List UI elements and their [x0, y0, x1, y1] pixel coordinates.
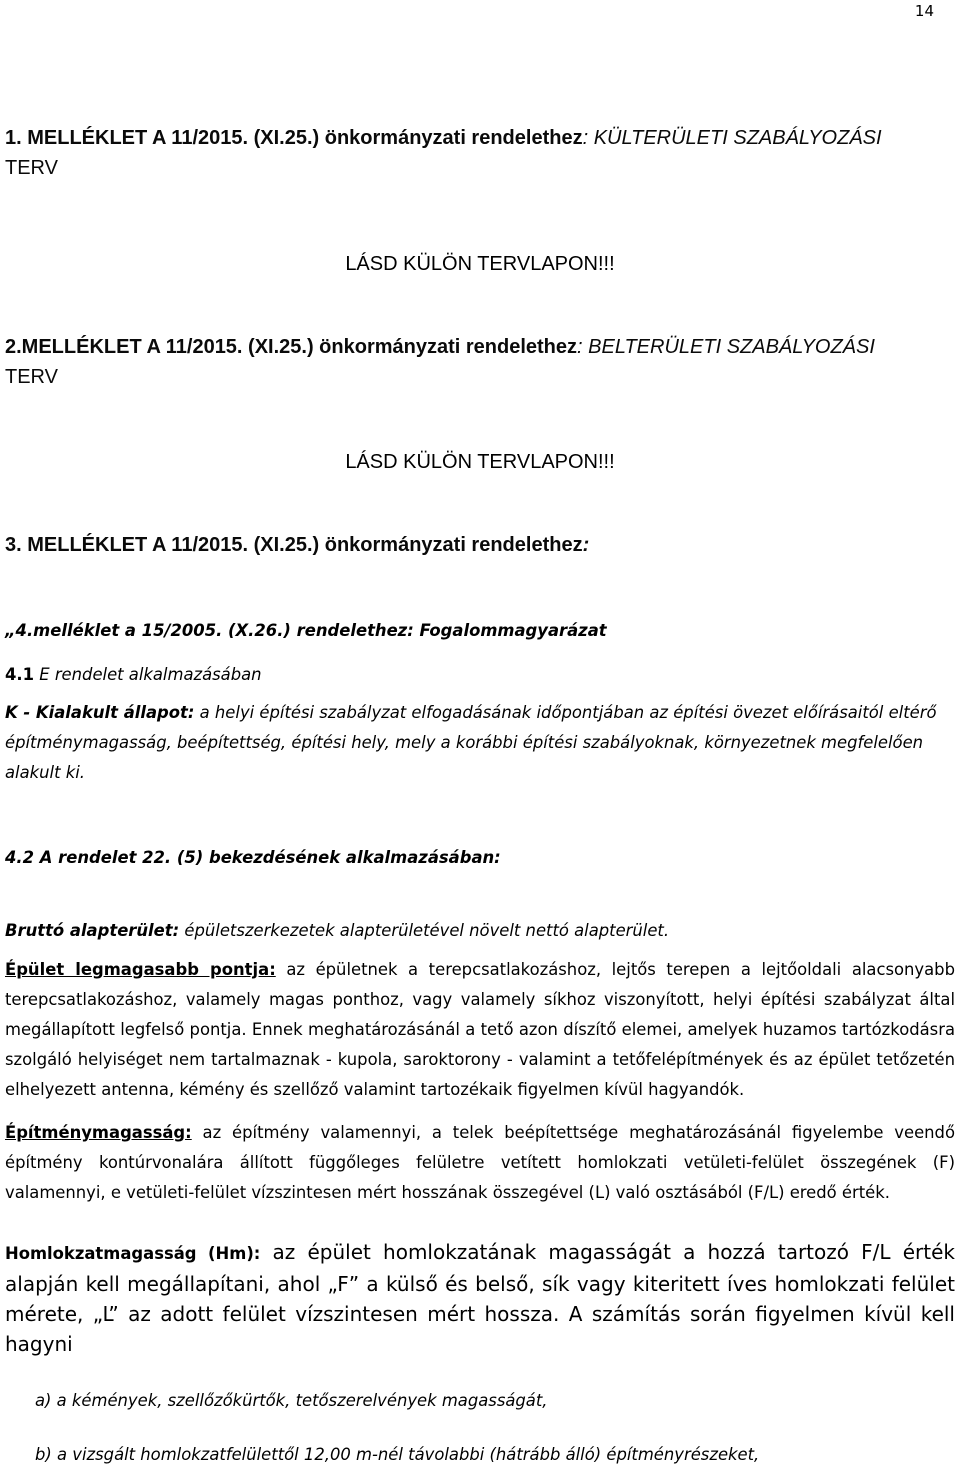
homlokzat-text: az épület homlokzatának magasságát a hozzá tartozó F/L érték alapján kell megállapítani, ahol „F” a külső és belső, sík vagy kiteritett íves homlokzati felület mérete, „L” az adott felület vízszintesen mért hossza. A számítás során figyelmen kívül kell hagyni — [5, 1240, 955, 1356]
section-4-1-number: 4.1 — [5, 665, 35, 684]
brutto-term: Bruttó alapterület: — [5, 921, 180, 940]
annex-1-heading-end: TERV — [5, 157, 58, 179]
annex-1-heading-sub: : KÜLTERÜLETI SZABÁLYOZÁSI — [582, 127, 882, 149]
list-item-a: a) a kémények, szellőzőkürtők, tetőszerelvények magasságát, — [35, 1391, 548, 1410]
epulet-text: az épületnek a terepcsatlakozáshoz, lejtős terepen a lejtőoldali alacsonyabb terepcsatlakozáshoz, valamely magas ponthoz, vagy valamely síkhoz viszonyított, helyi építési szabályzat által megállapított legfelső pontja. Ennek meghatározásánál a tető azon díszítő elemei, amelyek huzamos tartózkodásra szolgáló helyiséget nem tartalmaznak - kupola, saroktorony - valamint a tetőfelépítmények és az épület tetőzetén elhelyezett antenna, kémény és szellőző valamint tartozékaik figyelmen kívül hagyandók. — [5, 960, 955, 1099]
homlokzat-term: Homlokzatmagasság (Hm): — [5, 1244, 261, 1263]
page-number: 14 — [914, 2, 934, 20]
annex-2-heading — [5, 332, 955, 392]
section-4-1-title — [5, 660, 955, 690]
k-text: a helyi építési szabályzat elfogadásának időpontjában az építési övezet előírásaitól eltérő építménymagasság, beépítettség, építési hely, mely a korábbi építési szabályoknak, környezetnek megfelelően alakult ki. — [5, 703, 937, 782]
annex-1-heading — [5, 123, 955, 183]
epulet-definition — [5, 955, 955, 1105]
list-item-b: b) a vizsgált homlokzatfelülettől 12,00 m-nél távolabbi (hátrább álló) építményrészeket, — [35, 1445, 760, 1464]
annex-3-heading-main: 3. MELLÉKLET A 11/2015. (XI.25.) önkormányzati rendelethez — [5, 534, 583, 556]
annex-2-heading-end: TERV — [5, 366, 58, 388]
section-4-title: „4.melléklet a 15/2005. (X.26.) rendelethez: Fogalommagyarázat — [5, 621, 607, 640]
homlokzat-definition — [5, 1237, 955, 1359]
k-term: K - Kialakult állapot: — [5, 703, 195, 722]
section-4-2-title: 4.2 A rendelet 22. (5) bekezdésének alkalmazásában: — [5, 848, 501, 867]
annex-3-heading-colon: : — [582, 534, 590, 556]
see-separate-sheet-2: LÁSD KÜLÖN TERVLAPON!!! — [345, 451, 615, 473]
brutto-definition — [5, 916, 955, 946]
brutto-text: épületszerkezetek alapterületével növelt nettó alapterület. — [179, 921, 670, 940]
annex-3-heading — [5, 530, 955, 560]
epitmeny-term: Építménymagasság: — [5, 1123, 192, 1142]
epulet-term: Épület legmagasabb pontja: — [5, 960, 276, 979]
k-definition — [5, 698, 955, 788]
annex-2-heading-sub: : BELTERÜLETI SZABÁLYOZÁSI — [577, 336, 875, 358]
annex-2-heading-main: 2.MELLÉKLET A 11/2015. (XI.25.) önkormányzati rendelethez — [5, 336, 578, 358]
section-4-1-text: E rendelet alkalmazásában — [34, 665, 262, 684]
epitmeny-text: az építmény valamennyi, a telek beépítettsége meghatározásánál figyelembe veendő építmény kontúrvonalára állított függőleges felületre vetített homlokzati vetületi-felület összegének (F) valamennyi, e vetületi-felület vízszintesen mért hosszának összegével (L) való osztásából (F/L) eredő érték. — [5, 1123, 955, 1202]
see-separate-sheet-1: LÁSD KÜLÖN TERVLAPON!!! — [345, 253, 615, 275]
annex-1-heading-main: 1. MELLÉKLET A 11/2015. (XI.25.) önkormányzati rendelethez — [5, 127, 583, 149]
epitmeny-definition — [5, 1118, 955, 1208]
